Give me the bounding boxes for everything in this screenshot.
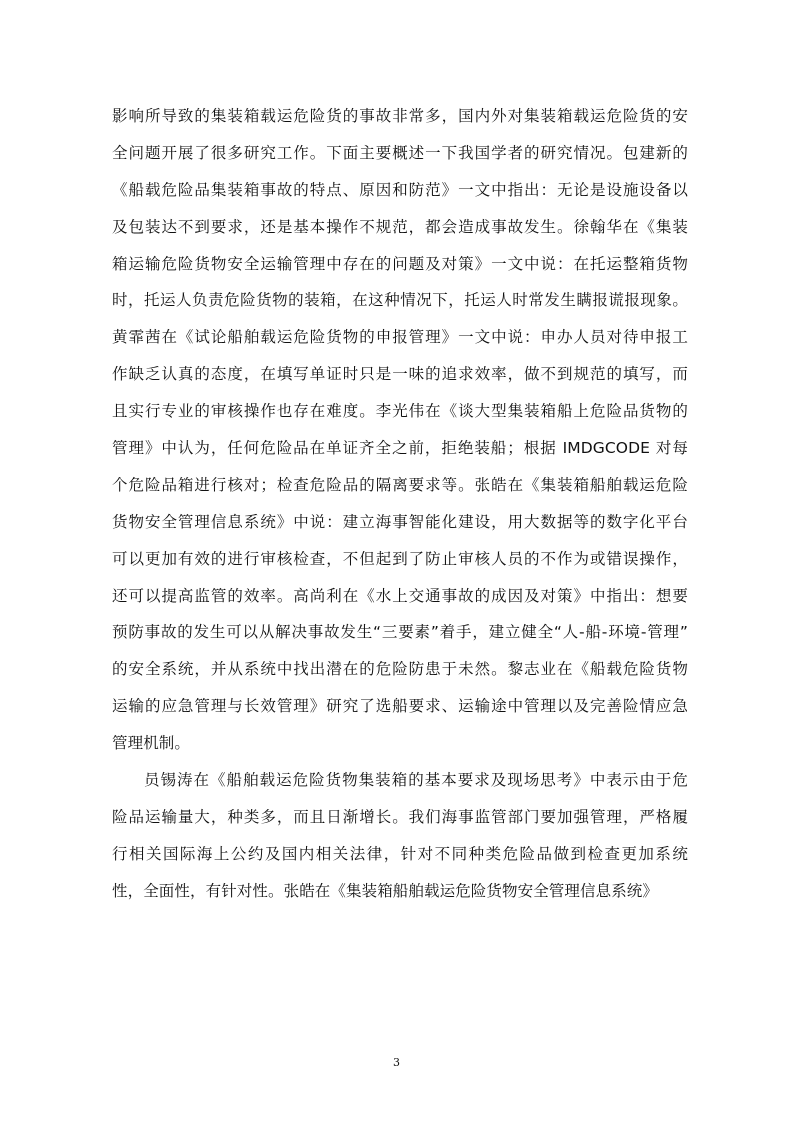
- text-line: 及包装达不到要求，还是基本操作不规范，都会造成事故发生。徐翰华在《集装: [112, 217, 688, 236]
- text-line: 险品运输量大，种类多，而且日渐增长。我们海事监管部门要加强管理，严格履: [112, 807, 688, 826]
- text-line: 行相关国际海上公约及国内相关法律，针对不同种类危险品做到检查更加系统: [112, 844, 688, 863]
- text-line: 可以更加有效的进行审核检查，不但起到了防止审核人员的不作为或错误操作，: [112, 549, 688, 568]
- text-line: 管理机制。: [112, 734, 191, 753]
- text-line: 作缺乏认真的态度，在填写单证时只是一味的追求效率，做不到规范的填写，而: [112, 365, 688, 384]
- text-line: 箱运输危险货物安全运输管理中存在的问题及对策》一文中说：在托运整箱货物: [112, 254, 688, 273]
- text-line: 《船载危险品集装箱事故的特点、原因和防范》一文中指出：无论是设施设备以: [112, 180, 688, 199]
- text-line: 运输的应急管理与长效管理》研究了选船要求、运输途中管理以及完善险情应急: [112, 697, 688, 716]
- text-line: 货物安全管理信息系统》中说：建立海事智能化建设，用大数据等的数字化平台: [112, 512, 688, 531]
- page-number: 3: [393, 1056, 400, 1069]
- paragraph-2: [112, 762, 688, 910]
- text-line: 时，托运人负责危险货物的装箱，在这种情况下，托运人时常发生瞒报谎报现象。: [112, 291, 688, 310]
- paragraph-1: [112, 98, 688, 762]
- text-line: 黄霏茜在《试论船舶载运危险货物的申报管理》一文中说：申办人员对待申报工: [112, 328, 688, 347]
- text-line: 性，全面性，有针对性。张皓在《集装箱船舶载运危险货物安全管理信息系统》: [112, 881, 659, 900]
- text-line: 员锡涛在《船舶载运危险货物集装箱的基本要求及现场思考》中表示由于危: [144, 771, 688, 790]
- text-line: 且实行专业的审核操作也存在难度。李光伟在《谈大型集装箱船上危险品货物的: [112, 402, 688, 421]
- text-line: 的安全系统，并从系统中找出潜在的危险防患于未然。黎志业在《船载危险货物: [112, 660, 688, 679]
- text-line: 个危险品箱进行核对；检查危险品的隔离要求等。张皓在《集装箱船舶载运危险: [112, 475, 688, 494]
- text-line: 还可以提高监管的效率。高尚利在《水上交通事故的成因及对策》中指出：想要: [112, 586, 688, 605]
- text-line: 全问题开展了很多研究工作。下面主要概述一下我国学者的研究情况。包建新的: [112, 143, 688, 162]
- text-line: 预防事故的发生可以从解决事故发生“三要素”着手，建立健全“人-船-环境-管理”: [112, 623, 688, 642]
- text-line: 影响所导致的集装箱载运危险货的事故非常多，国内外对集装箱载运危险货的安: [112, 107, 688, 125]
- body-text: [112, 98, 688, 910]
- text-line: 管理》中认为，任何危险品在单证齐全之前，拒绝装船；根据 IMDGCODE 对每: [112, 439, 688, 458]
